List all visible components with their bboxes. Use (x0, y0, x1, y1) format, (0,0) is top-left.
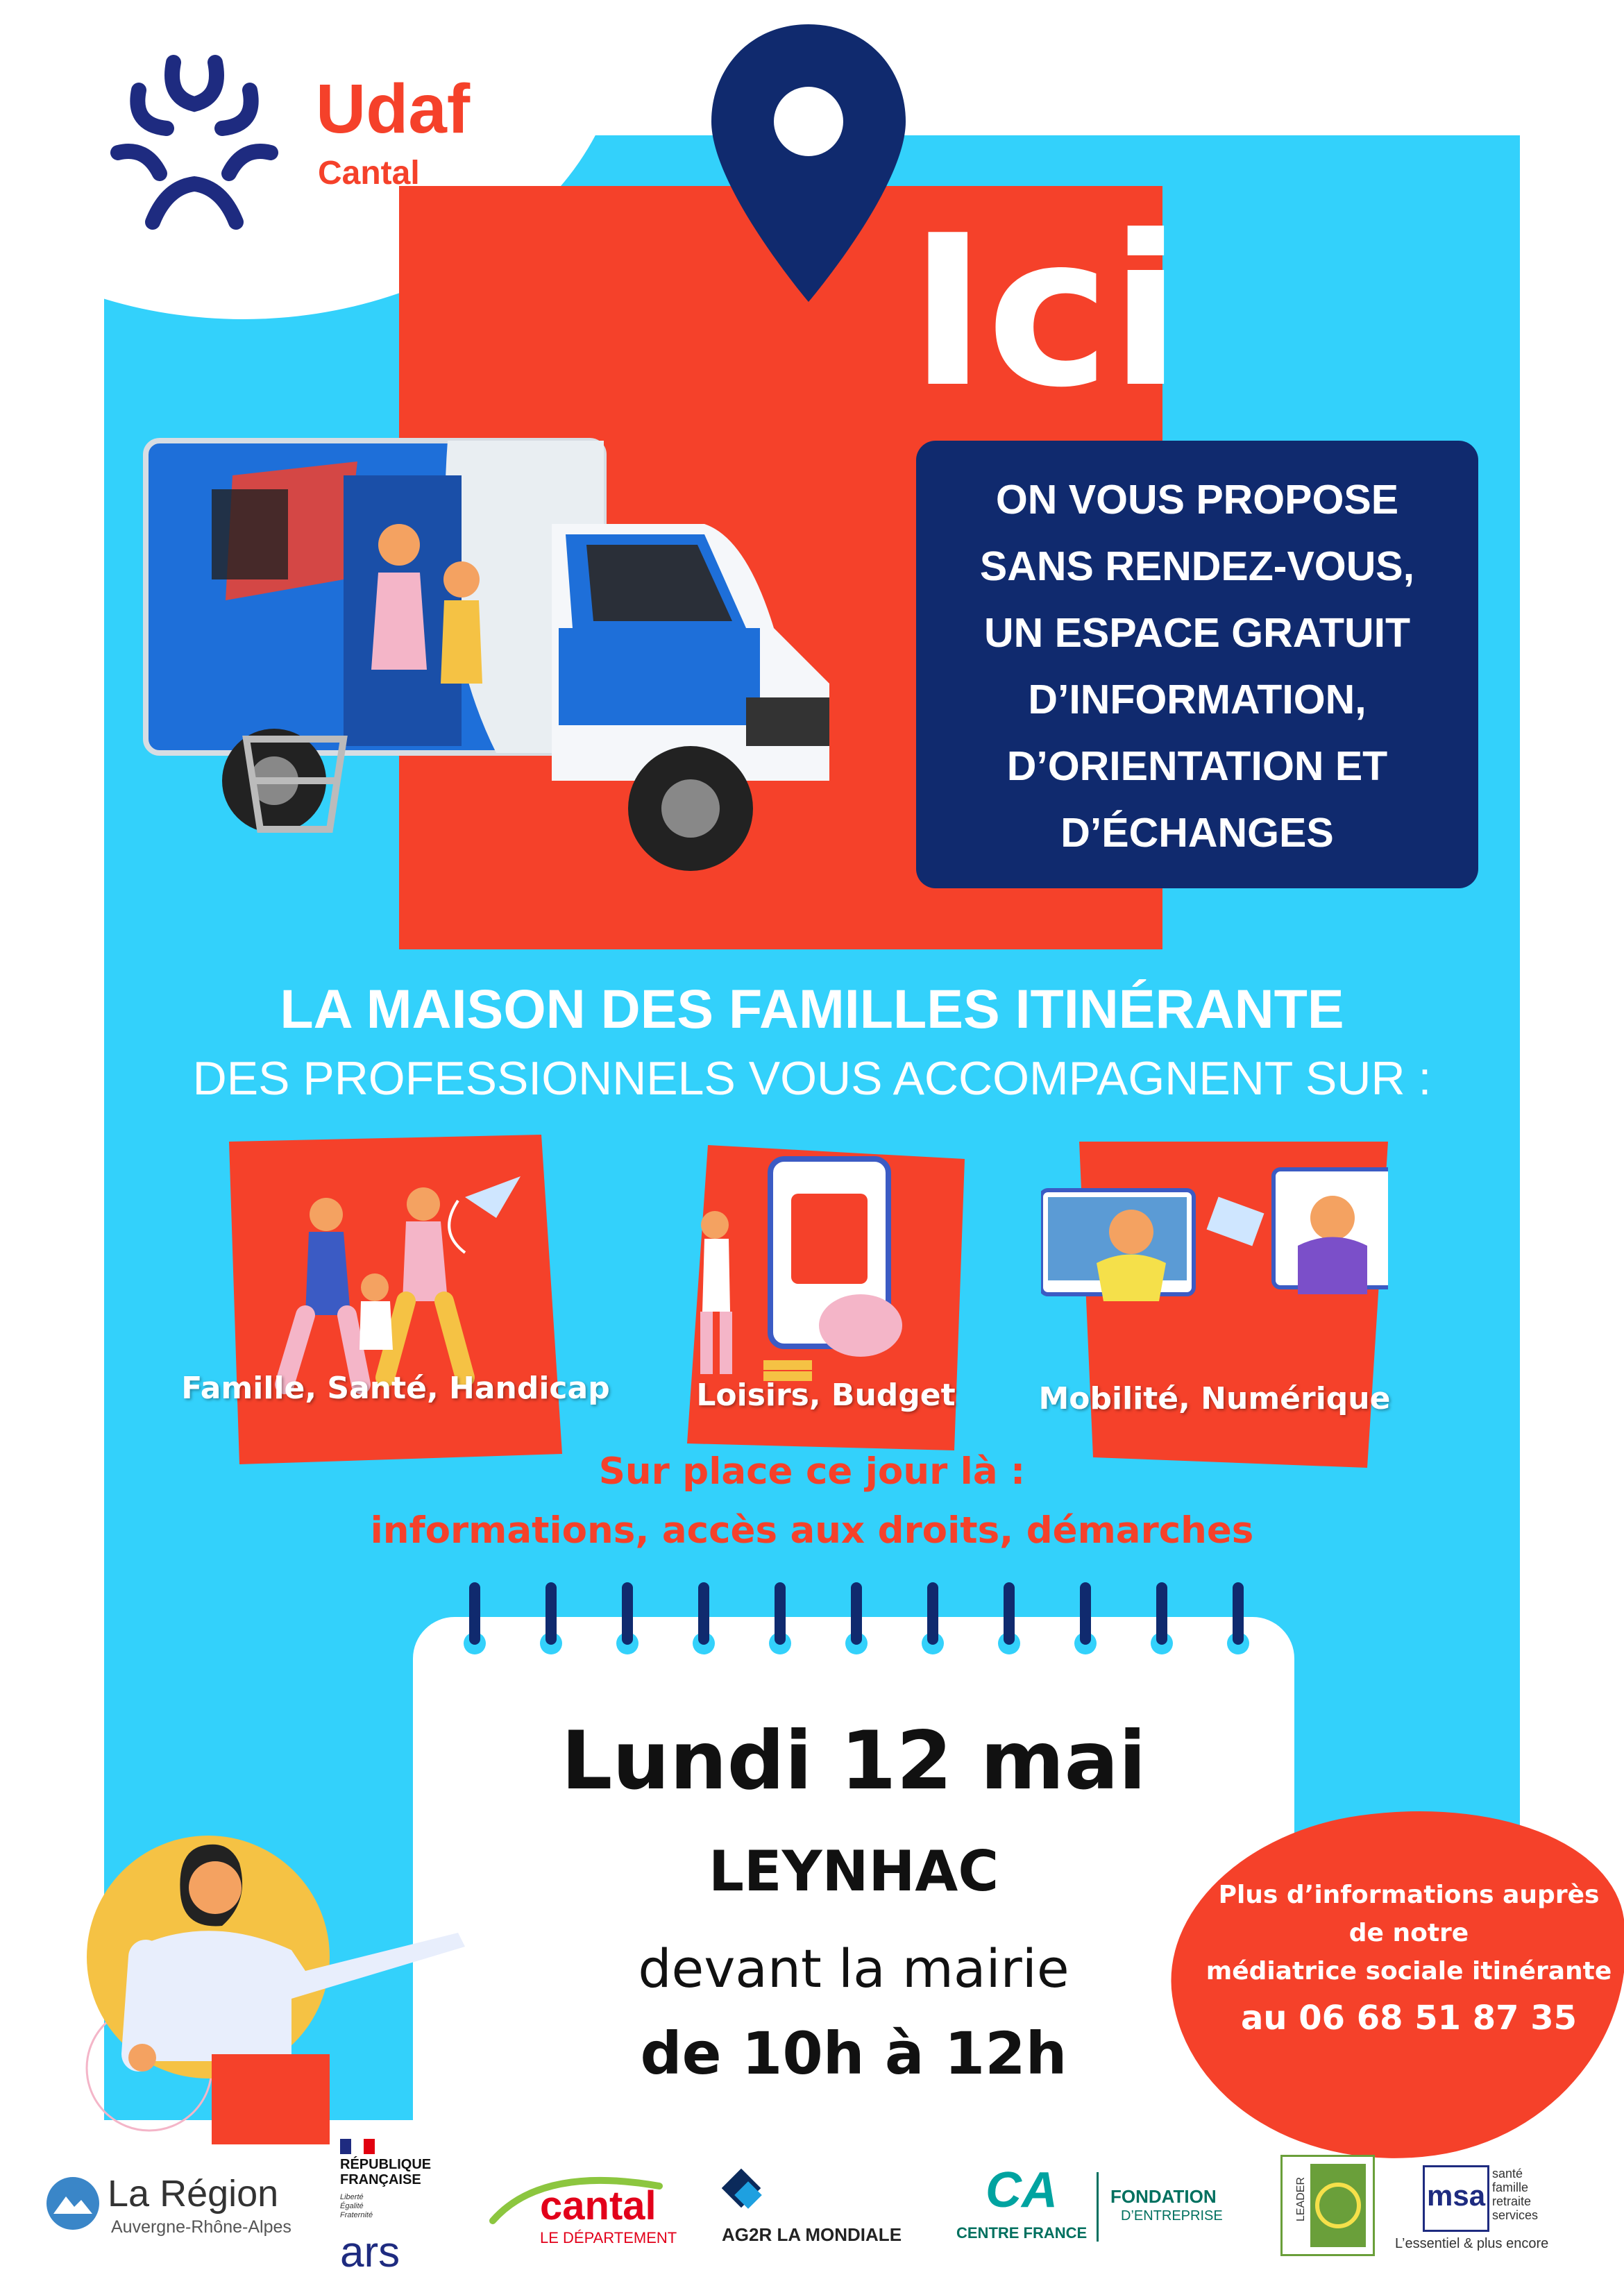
republique-logo-text: RÉPUBLIQUE FRANÇAISE (340, 2157, 432, 2187)
van-illustration (135, 420, 843, 906)
cantal-logo-subtext: LE DÉPARTEMENT (540, 2229, 677, 2246)
calendar-ring (1156, 1582, 1167, 1645)
presenter-illustration (42, 1797, 486, 2144)
fondation-logo-text: FONDATION (1110, 2186, 1217, 2207)
republique-motto: Liberté (340, 2193, 364, 2201)
msa-tagline: santé (1492, 2167, 1523, 2180)
cantal-logo-text: cantal (540, 2183, 657, 2228)
offer-line: D’INFORMATION, (1028, 677, 1367, 722)
contact-line: médiatrice sociale itinérante (1206, 1957, 1612, 1985)
credit-agricole-logo: CA (986, 2162, 1058, 2218)
main-title: LA MAISON DES FAMILLES ITINÉRANTE (280, 978, 1344, 1040)
event-place: devant la mairie (638, 1938, 1069, 1999)
calendar-ring (469, 1582, 480, 1645)
event-hours: de 10h à 12h (640, 2019, 1067, 2087)
msa-tagline: services (1492, 2208, 1539, 2222)
service-label: Loisirs, Budget (696, 1378, 956, 1413)
ici-heading: Ici (909, 191, 1182, 433)
ag2r-logo-icon (722, 2169, 763, 2210)
udaf-wordmark: Udaf (316, 70, 471, 148)
sub-title: DES PROFESSIONNELS VOUS ACCOMPAGNENT SUR : (192, 1052, 1432, 1105)
calendar-ring (775, 1582, 786, 1645)
offer-text (916, 466, 1478, 866)
calendar-ring (851, 1582, 862, 1645)
offer-line: D’ÉCHANGES (1060, 810, 1334, 856)
service-label: Famille, Santé, Handicap (181, 1371, 610, 1406)
fondation-logo-subtext: D’ENTREPRISE (1121, 2208, 1223, 2224)
service-card-budget (687, 1145, 965, 1457)
calendar-ring (1233, 1582, 1244, 1645)
region-logo-icon (45, 2176, 101, 2231)
calendar-ring (698, 1582, 709, 1645)
region-logo-text: La Région (108, 2173, 279, 2214)
calendar-ring (622, 1582, 633, 1645)
republique-motto: Égalité (340, 2202, 364, 2210)
service-card-mobility (1038, 1142, 1391, 1471)
contact-line: Plus d’informations auprès (1218, 1881, 1600, 1909)
service-label: Mobilité, Numérique (1038, 1381, 1391, 1416)
offer-line: SANS RENDEZ-VOUS, (979, 543, 1415, 589)
logo-divider (1097, 2172, 1099, 2242)
republique-motto: Fraternité (340, 2211, 373, 2219)
offer-line: UN ESPACE GRATUIT (983, 610, 1411, 656)
ag2r-logo-text: AG2R LA MONDIALE (722, 2224, 902, 2245)
onsite-info-line1: Sur place ce jour là : (598, 1450, 1026, 1493)
msa-slogan: L’essentiel & plus encore (1395, 2236, 1549, 2251)
calendar-ring (1080, 1582, 1091, 1645)
credit-agricole-subtext: CENTRE FRANCE (956, 2224, 1088, 2242)
location-pin-icon (701, 17, 916, 309)
calendar-ring (927, 1582, 938, 1645)
calendar-ring (1004, 1582, 1015, 1645)
udaf-region-label: Cantal (318, 155, 420, 192)
msa-logo-text: msa (1427, 2179, 1486, 2212)
ars-logo-text: ars (340, 2228, 400, 2276)
offer-line: D’ORIENTATION ET (1006, 743, 1388, 789)
french-flag-icon (340, 2139, 375, 2154)
service-card-family (181, 1135, 610, 1464)
contact-phone[interactable]: au 06 68 51 87 35 (1240, 1999, 1578, 2038)
msa-tagline: retraite (1492, 2194, 1532, 2208)
leader-logo-text: LEADER (1295, 2176, 1308, 2222)
region-logo-subtext: Auvergne-Rhône-Alpes (111, 2217, 291, 2237)
udaf-logo (90, 35, 298, 243)
onsite-info-line2: informations, accès aux droits, démarches (370, 1509, 1254, 1552)
contact-line: de notre (1348, 1919, 1469, 1947)
event-date: Lundi 12 mai (561, 1714, 1147, 1808)
calendar-ring (545, 1582, 557, 1645)
udaf-logo-mark-icon (90, 35, 298, 243)
event-city: LEYNHAC (708, 1839, 999, 1904)
offer-line: ON VOUS PROPOSE (995, 477, 1399, 523)
msa-tagline: famille (1492, 2180, 1529, 2194)
